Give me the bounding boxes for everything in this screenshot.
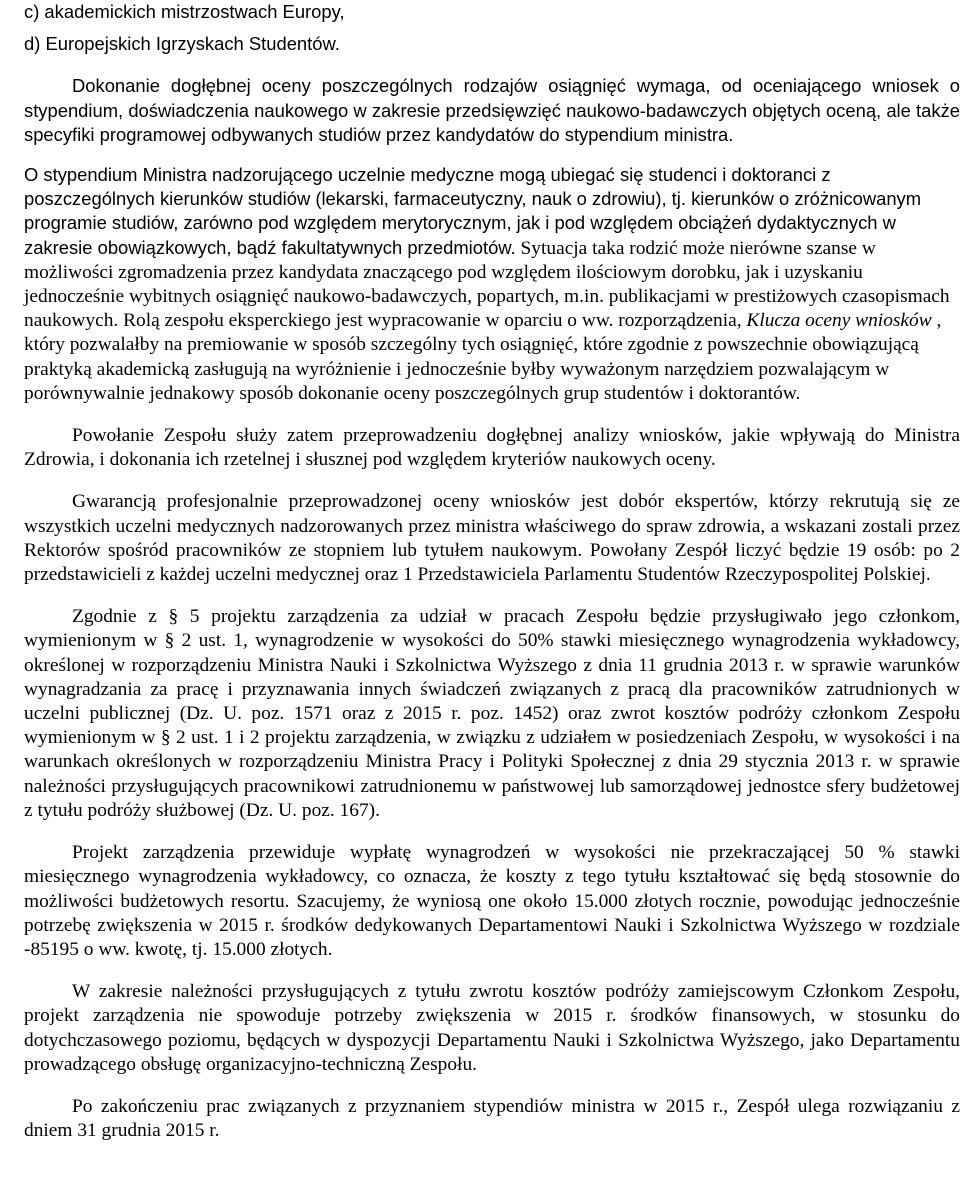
paragraph-dissolution: Po zakończeniu prac związanych z przyznaniem stypendiów ministra w 2015 r., Zespół ulega rozwiązaniu z dniem 31 grudnia 2015 r.: [24, 1095, 960, 1142]
paragraph-eligibility: [24, 163, 960, 406]
list-item-c: c) akademickich mistrzostwach Europy,: [24, 1, 345, 22]
paragraph-travel-costs: W zakresie należności przysługujących z tytułu zwrotu kosztów podróży zamiejscowym Członkom Zespołu, projekt zarządzenia nie spowoduje potrzeby zwiększenia w 2015 r. środków finansowych, w stosunku do dotychczasowego poziomu, będących w dyspozycji Departamentu Nauki i Szkolnictwa Wyższego, jako Departamentu prowadzącego obsługę organizacyjno-techniczną Zespołu.: [24, 981, 960, 1075]
list-item-d: d) Europejskich Igrzyskach Studentów.: [24, 33, 340, 55]
list-tail: [24, 0, 960, 56]
paragraph-evaluation-expertise: Dokonanie dogłębnej oceny poszczególnych rodzajów osiągnięć wymaga, od oceniającego wniosek o stypendium, doświadczenia naukowego w zakresie przedsięwzięć naukowo-badawczych objętych oceną, ale także specyfiki programowej odbywanych studiów przez kandydatów do stypendium ministra.: [24, 75, 960, 145]
paragraph-costs: Projekt zarządzenia przewiduje wypłatę wynagrodzeń w wysokości nie przekraczającej 50 % stawki miesięcznego wynagrodzenia wykładowcy, co oznacza, że koszty z tego tytułu kształtować się będą stosownie do możliwości budżetowych resortu. Szacujemy, że wyniosą one około 15.000 złotych rocznie, powodując jednocześnie potrzebę zwiększenia w 2015 r. środków dedykowanych Departamentowi Nauki i Szkolnictwa Wyższego w rozdziale -85195 o ww. kwotę, tj. 15.000 złotych.: [24, 842, 960, 960]
paragraph-remuneration: Zgodnie z § 5 projektu zarządzenia za udział w pracach Zespołu będzie przysługiwało jego członkom, wymienionym w § 2 ust. 1, wynagrodzenie w wysokości do 50% stawki miesięcznego wynagrodzenia wykładowcy, określonej w rozporządzeniu Ministra Nauki i Szkolnictwa Wyższego z dnia 11 grudnia 2013 r. w sprawie warunków wynagradzania za pracę i przyznawania innych świadczeń związanych z pracą dla pracowników zatrudnionych w uczelni publicznej (Dz. U. poz. 1571 oraz z 2015 r. poz. 1452) oraz zwrot kosztów podróży członkom Zespołu wymienionym w § 2 ust. 1 i 2 projektu zarządzenia, w związku z udziałem w posiedzeniach Zespołu, w wysokości i na warunkach określonych w rozporządzeniu Ministra Pracy i Polityki Społecznej z dnia 29 stycznia 2013 r. w sprawie należności przysługujących pracownikowi zatrudnionemu w państwowej lub samorządowej jednostce sfery budżetowej z tytułu podróży służbowej (Dz. U. poz. 167).: [24, 606, 960, 821]
paragraph-eligibility-serif-part-b: , który pozwalałby na premiowanie w sposób szczególny tych osiągnięć, które zgodnie z powszechnie obowiązującą praktyką akademicką zasługują na wyróżnienie i jednocześnie byłby wyważonym narzędziem pozwalającym w porównywalnie jednakowy sposób dokonanie oceny poszczególnych grup studentów i doktorantów.: [24, 310, 942, 404]
key-title-italic: Klucza oceny wniosków: [746, 310, 932, 332]
document-page: [24, 0, 960, 1143]
paragraph-eligibility-sans-part: O stypendium Ministra nadzorującego uczelnie medyczne mogą ubiegać się studenci i doktoranci z poszczególnych kierunków studiów (lekarski, farmaceutyczny, nauk o zdrowiu), tj. kierunków o zróżnicowanym programie studiów, zarówno pod względem merytorycznym, jak i pod względem obciążeń dydaktycznych w zakresie obowiązkowych, bądź fakultatywnych przedmiotów.: [24, 164, 922, 258]
paragraph-eligibility-serif-part-a: Sytuacja taka rodzić może nierówne szanse w możliwości zgromadzenia przez kandydata znaczącego pod względem ilościowym dorobku, jak i uzyskaniu jednocześnie wybitnych osiągnięć naukowo-badawczych, popartych, m.in. publikacjami w prestiżowych czasopismach naukowych. Rolą zespołu eksperckiego jest wypracowanie w oparciu o ww. rozporządzenia,: [24, 237, 950, 332]
paragraph-team-purpose: Powołanie Zespołu służy zatem przeprowadzeniu dogłębnej analizy wniosków, jakie wpływają do Ministra Zdrowia, i dokonania ich rzetelnej i słusznej pod względem kryteriów naukowych oceny.: [24, 425, 960, 471]
paragraph-expert-selection: Gwarancją profesjonalnie przeprowadzonej oceny wniosków jest dobór ekspertów, którzy rekrutują się ze wszystkich uczelni medycznych nadzorowanych przez ministra właściwego do spraw zdrowia, a wskazani zostali przez Rektorów spośród pracowników ze stopniem lub tytułem naukowym. Powołany Zespół liczyć będzie 19 osób: po 2 przedstawicieli z każdej uczelni medycznej oraz 1 Przedstawiciela Parlamentu Studentów Rzeczypospolitej Polskiej.: [24, 491, 960, 586]
